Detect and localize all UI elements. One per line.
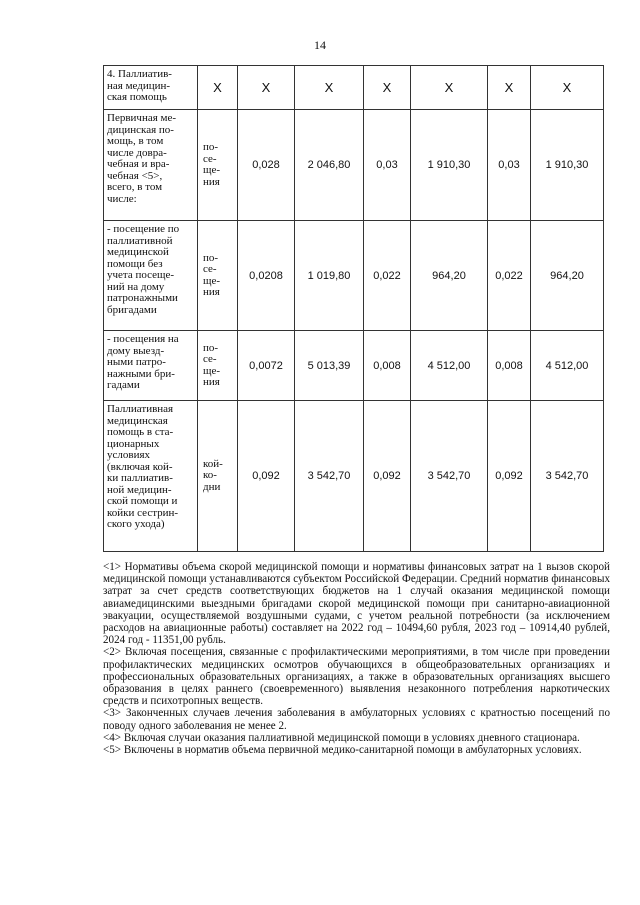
table-cell: 0,0208: [238, 221, 295, 331]
table-row: [104, 401, 604, 552]
table-cell: 2 046,80: [295, 110, 364, 221]
table-cell: 0,022: [488, 221, 531, 331]
table-cell: X: [488, 66, 531, 110]
page-number: 14: [314, 38, 326, 52]
table-row: [104, 221, 604, 331]
norms-table: [103, 65, 604, 552]
table-cell: 3 542,70: [411, 401, 488, 552]
table-cell: 0,092: [364, 401, 411, 552]
table-row: [104, 110, 604, 221]
footnote-3: <3> Законченных случаев лечения заболевания в амбулаторных условиях с кратностью посещений по поводу одного заболевания не менее 2.: [103, 707, 610, 732]
unit-cell: по- се- ще- ния: [198, 110, 238, 221]
table-cell: 0,03: [364, 110, 411, 221]
table-cell: 964,20: [531, 221, 604, 331]
table-cell: 0,092: [238, 401, 295, 552]
table-cell: X: [531, 66, 604, 110]
footnote-5: <5> Включены в норматив объема первичной медико-санитарной помощи в амбулаторных условиях.: [103, 744, 582, 757]
table-cell: 5 013,39: [295, 331, 364, 401]
footnotes: [103, 561, 610, 756]
table-cell: 4 512,00: [531, 331, 604, 401]
table-cell: 0,008: [488, 331, 531, 401]
table-cell: 4 512,00: [411, 331, 488, 401]
row-name: Первичная ме- дицинская по- мощь, в том числе довра- чебная и вра- чебная <5>, всего, в том числе:: [104, 110, 198, 221]
table-cell: 3 542,70: [531, 401, 604, 552]
unit-cell: по- се- ще- ния: [198, 331, 238, 401]
footnote-1: <1> Нормативы объема скорой медицинской помощи и нормативы финансовых затрат на 1 вызов скорой медицинской помощи устанавливаются субъектом Российской Федерации. Средний норматив финансовых затрат за счет средств соответствующих бюджетов на 1 случай оказания медицинской помощи авиамедицинскими выездными бригадами скорой медицинской помощи при санитарно-авиационной эвакуации, осуществляемой воздушными судами, с учетом реальной потребности (за исключением расходов на авиационные работы) составляет на 2022 год – 10494,60 рубля, 2023 год – 10914,40 рублей, 2024 год - 11351,00 рубль.: [103, 561, 610, 647]
table-cell: X: [238, 66, 295, 110]
row-name: - посещение по паллиативной медицинской помощи без учета посеще- ний на дому патронажными бригадами: [104, 221, 198, 331]
table-cell: X: [295, 66, 364, 110]
table-cell: X: [411, 66, 488, 110]
table-cell: 0,022: [364, 221, 411, 331]
table-cell: 1 910,30: [411, 110, 488, 221]
row-name: Паллиативная медицинская помощь в ста- ционарных условиях (включая кой- ки паллиатив- ной медицин- ской помощи и койки сестрин- ского ухода): [104, 401, 198, 552]
table-cell: 1 019,80: [295, 221, 364, 331]
table-cell: X: [364, 66, 411, 110]
table-cell: 0,028: [238, 110, 295, 221]
table-cell: 0,092: [488, 401, 531, 552]
unit-cell: кой- ко- дни: [198, 401, 238, 552]
table-cell: 964,20: [411, 221, 488, 331]
row-name: 4. Паллиатив- ная медицин- ская помощь: [104, 66, 198, 110]
footnote-2: <2> Включая посещения, связанные с профилактическими мероприятиями, в том числе при проведении профилактических медицинских осмотров обучающихся в общеобразовательных организациях и профессиональных образовательных организациях, а также в образовательных организациях высшего образования в целях раннего (своевременного) выявления незаконного потребления наркотических средств и психотропных веществ.: [103, 646, 610, 708]
table-cell: 0,03: [488, 110, 531, 221]
table-cell: 0,0072: [238, 331, 295, 401]
table-cell: 0,008: [364, 331, 411, 401]
row-name: - посещения на дому выезд- ными патро- нажными бри- гадами: [104, 331, 198, 401]
table-cell: 1 910,30: [531, 110, 604, 221]
unit-cell: X: [198, 66, 238, 110]
table-row: [104, 66, 604, 110]
table-cell: 3 542,70: [295, 401, 364, 552]
unit-cell: по- се- ще- ния: [198, 221, 238, 331]
footnote-4: <4> Включая случаи оказания паллиативной медицинской помощи в условиях дневного стационара.: [103, 731, 580, 744]
table-row: [104, 331, 604, 401]
